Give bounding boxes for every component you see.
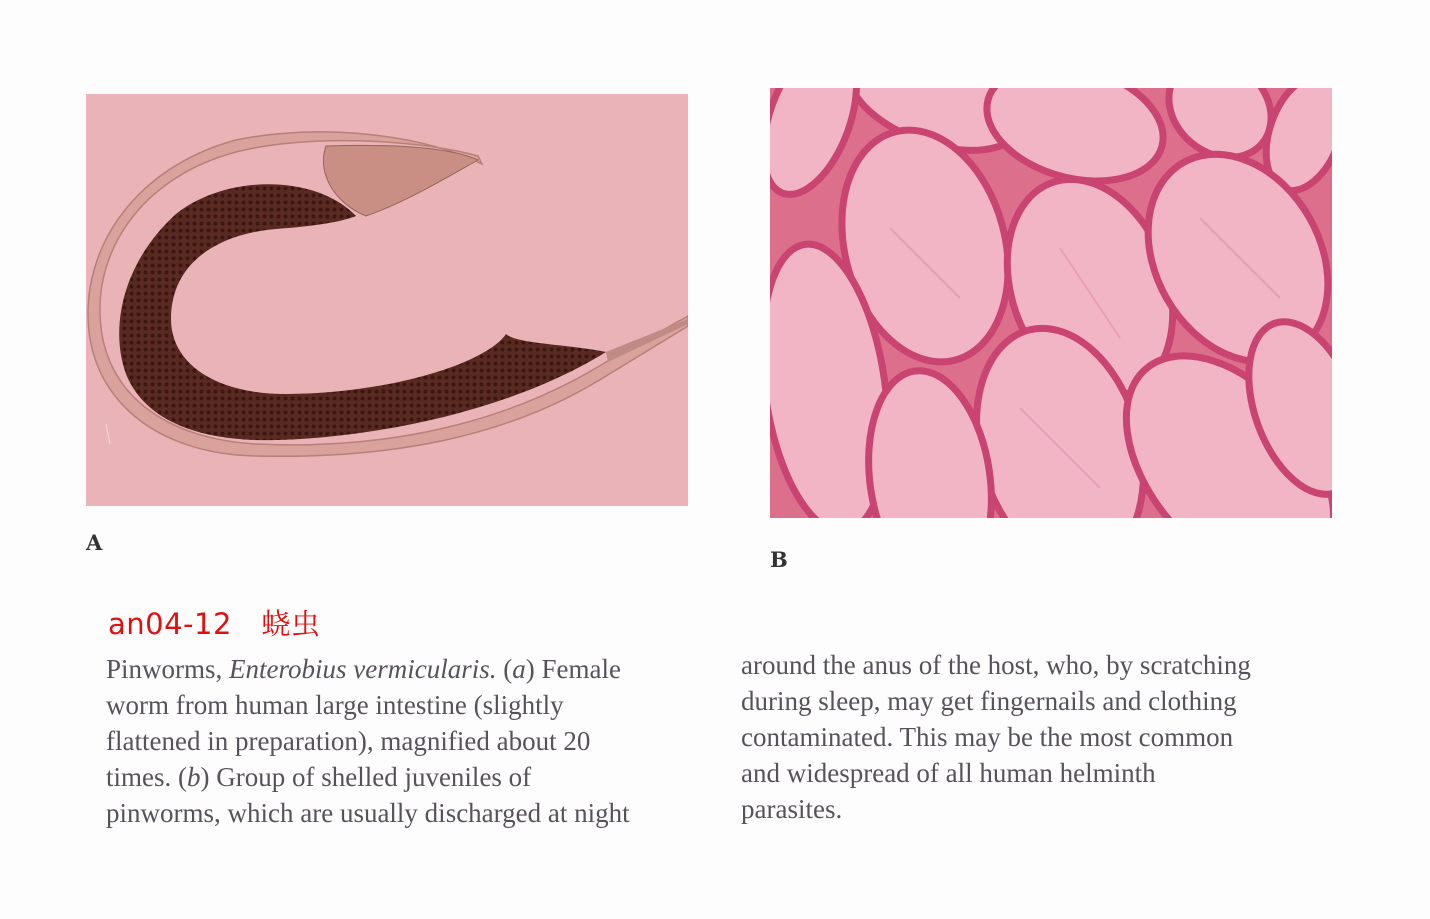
caption-text: times. ( [106,762,187,792]
caption-line: and widespread of all human helminth [741,758,1156,788]
caption-line: around the anus of the host, who, by scratching [741,650,1251,680]
caption-text: ) Female [525,654,621,684]
caption-line [106,759,726,795]
figure-label: an04-12 蛲虫 [108,607,321,641]
caption-line: worm from human large intestine (slightly [106,690,564,720]
panel-label-a: A [86,530,103,555]
caption-line: pinworms, which are usually discharged at night [106,798,630,828]
caption-line: during sleep, may get fingernails and clothing [741,686,1237,716]
part-marker: a [512,654,526,684]
caption-text: ( [496,654,513,684]
panel-label-b: B [770,547,788,572]
caption-line: parasites. [741,794,843,824]
micrograph-pinworm [86,94,688,506]
species-name: Enterobius vermicularis. [229,654,497,684]
caption-line: flattened in preparation), magnified about 20 [106,726,591,756]
caption-text: Pinworms, [106,654,230,684]
part-marker: b [187,762,201,792]
micrograph-pinworm-eggs [770,88,1332,518]
caption-line: contaminated. This may be the most common [741,722,1234,752]
eggs-image [770,88,1332,518]
pinworm-image [86,94,688,506]
caption-text: ) Group of shelled juveniles of [200,762,532,792]
caption-column-right [741,647,1381,827]
caption-line [106,651,726,687]
caption-column-left [106,651,726,839]
